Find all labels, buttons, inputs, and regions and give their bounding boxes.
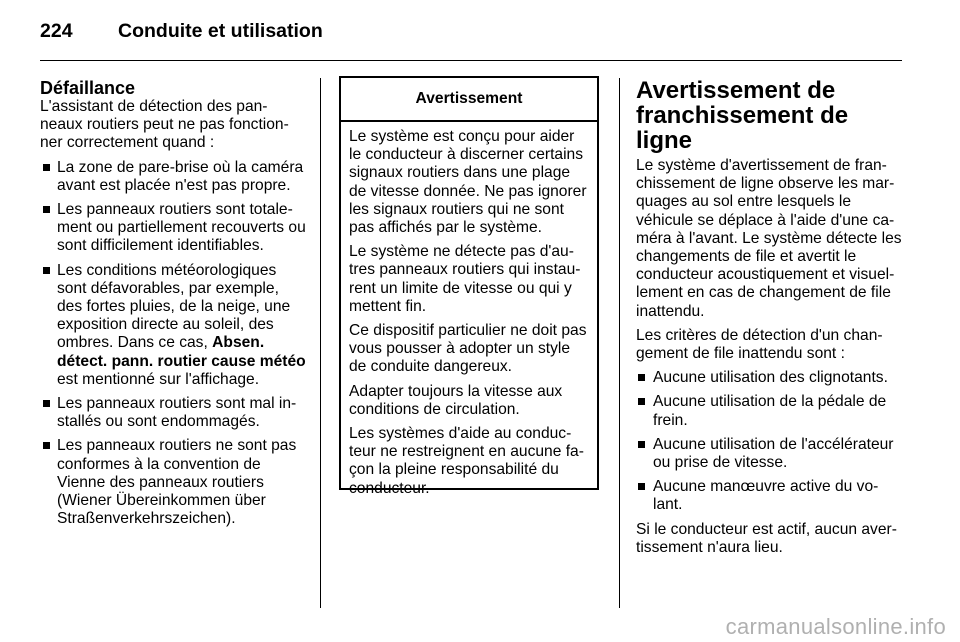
criteria-list	[636, 369, 904, 514]
header-rule	[40, 60, 902, 61]
active-driver-note: Si le conducteur est actif, aucun aver-tissement n'aura lieu.	[636, 520, 897, 556]
lane-departure-heading: Avertissement de franchissement de ligne	[636, 77, 849, 154]
list-item: La zone de pare-brise où la caméra avant est placée n'est pas propre.	[40, 159, 308, 195]
malfunction-list	[40, 159, 308, 529]
list-item: Aucune manœuvre active du vo-lant.	[636, 478, 904, 514]
warning-title: Avertissement	[341, 78, 597, 122]
column-divider	[619, 78, 620, 608]
warning-paragraph: Les systèmes d'aide au conduc-teur ne restreignent en aucune fa-çon la pleine responsabilité du conducteur.	[349, 425, 584, 497]
lane-departure-intro: Le système d'avertissement de fran-chissement de ligne observe les mar-quages au sol entre lesquels le véhicule se déplace à l'aide d'une ca-méra à l'avant. Le système détecte les changements de file et avertit le conducteur acoustiquement et visuel-lement en cas de changement de file inattendu.	[636, 157, 902, 320]
list-item: Les panneaux routiers ne sont pas conformes à la convention de Vienne des panneaux routiers (Wiener Übereinkommen über Straßenverkehrszeichen).	[40, 437, 308, 528]
warning-paragraph: Adapter toujours la vitesse aux conditions de circulation.	[349, 382, 563, 418]
display-message: Absen. détect. pann. routier cause météo	[57, 334, 306, 370]
list-item: Les panneaux routiers sont mal in-stallés ou sont endommagés.	[40, 395, 308, 431]
warning-paragraph: Le système ne détecte pas d'au-tres panneaux routiers qui instau-rent un limite de vitesse ou qui y mettent fin.	[349, 243, 581, 315]
list-item-text: est mentionné sur l'affichage.	[57, 370, 260, 388]
warning-box	[339, 76, 599, 497]
malfunction-intro: L'assistant de détection des pan-neaux routiers peut ne pas fonction-ner correctement quand :	[40, 98, 289, 152]
list-item: Aucune utilisation de l'accélérateur ou prise de vitesse.	[636, 436, 904, 472]
detection-criteria: Les critères de détection d'un chan-gement de file inattendu sont :	[636, 326, 883, 363]
warning-paragraph: Ce dispositif particulier ne doit pas vous pousser à adopter un style de conduite dangereux.	[349, 322, 587, 376]
warning-paragraph: Le système est conçu pour aider le conducteur à discerner certains signaux routiers dans une plage de vitesse donnée. Ne pas ignorer les signaux routiers qui ne sont pas affichés par le système.	[349, 128, 587, 237]
column-right	[636, 78, 904, 563]
page-number: 224	[40, 20, 73, 42]
list-item: Aucune utilisation de la pédale de frein.	[636, 393, 904, 429]
column-left	[40, 78, 308, 534]
list-item: Les panneaux routiers sont totale-ment ou partiellement recouverts ou sont difficilement identifiables.	[40, 201, 308, 256]
watermark: carmanualsonline.info	[725, 614, 946, 639]
list-item	[40, 262, 308, 389]
warning-body	[341, 122, 597, 498]
malfunction-heading: Défaillance	[40, 78, 136, 98]
list-item: Aucune utilisation des clignotants.	[636, 369, 904, 387]
column-divider	[320, 78, 321, 608]
section-title: Conduite et utilisation	[118, 20, 323, 42]
list-item-text: Les conditions météorologiques sont défavorables, par exemple, des fortes pluies, de la neige, une exposition directe au soleil, des ombres. Dans ce cas,	[57, 261, 291, 352]
